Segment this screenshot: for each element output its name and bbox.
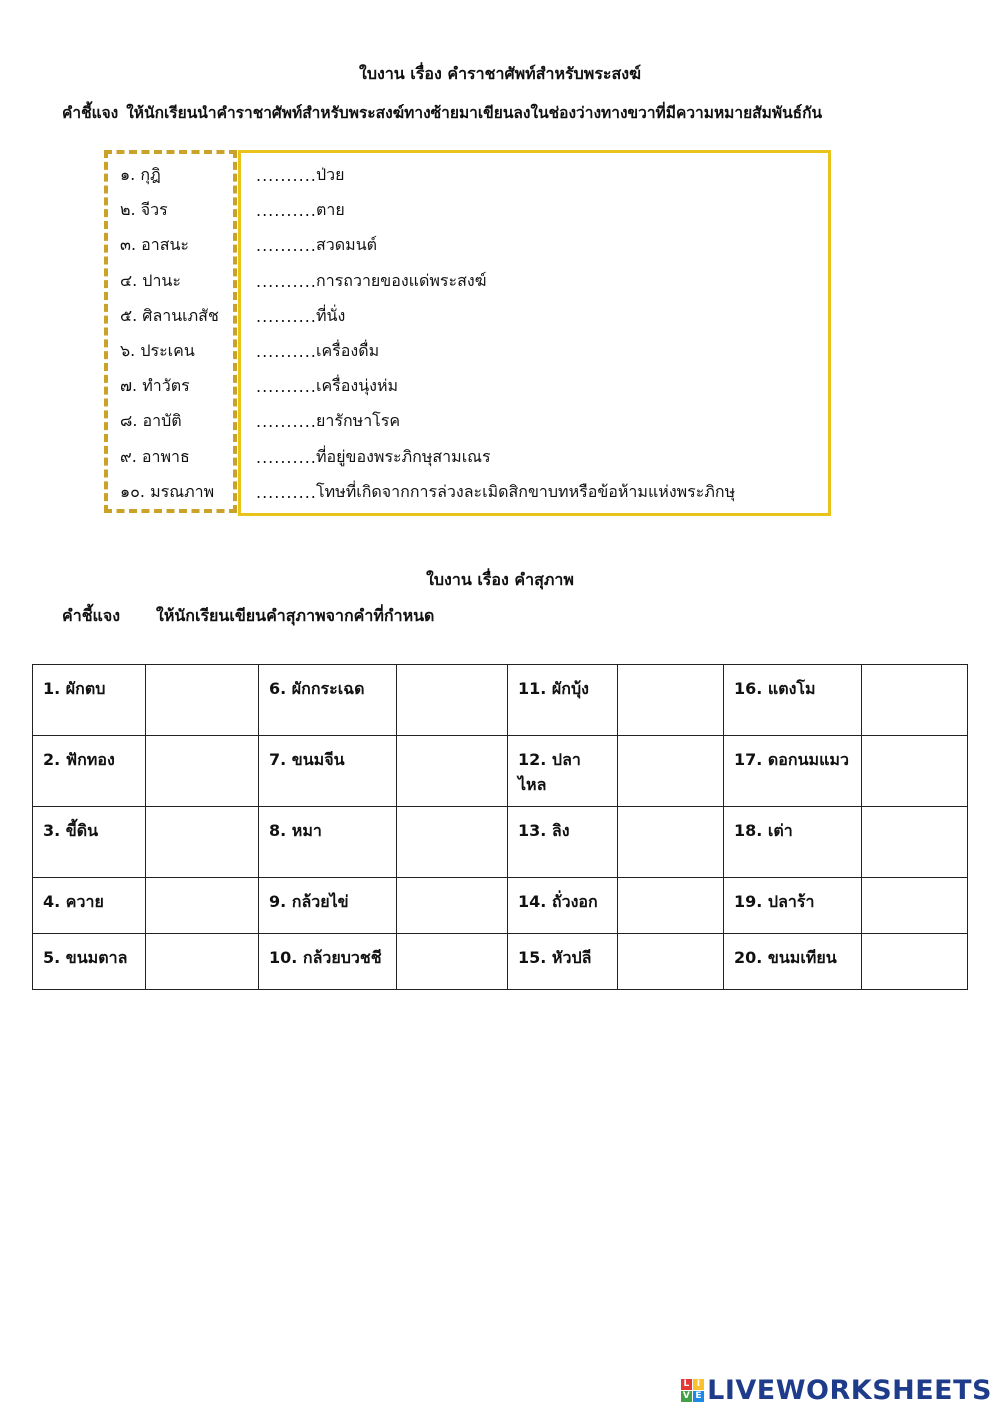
instruction-text-1: ให้นักเรียนนำคำราชาศัพท์สำหรับพระสงฆ์ทางซ้ายมาเขียนลงในช่องว่างทางขวาที่มีความหมายสัมพันธ์กัน xyxy=(126,104,823,122)
answer-cell[interactable] xyxy=(397,934,508,990)
word-cell: 2. ฟักทอง xyxy=(33,736,146,807)
polite-words-table xyxy=(32,664,968,990)
word-cell: 3. ขี้ดิน xyxy=(33,807,146,878)
meaning-item: ตาย xyxy=(316,200,345,220)
word-cell: 8. หมา xyxy=(259,807,397,878)
word-cell: 9. กล้วยไข่ xyxy=(259,878,397,934)
meaning-item: การถวายของแด่พระสงฆ์ xyxy=(316,270,487,290)
answer-cell[interactable] xyxy=(146,736,259,807)
instruction-1 xyxy=(62,100,830,125)
meaning-item: โทษที่เกิดจากการล่วงละเมิดสิกขาบทหรือข้อห้ามแห่งพระภิกษุ xyxy=(316,481,736,501)
answer-cell[interactable] xyxy=(397,736,508,807)
answer-cell[interactable] xyxy=(618,736,724,807)
word-cell: 14. ถั่วงอก xyxy=(508,878,618,934)
meaning-item: ยารักษาโรค xyxy=(316,411,401,431)
answer-cell[interactable] xyxy=(618,665,724,736)
word-cell: 18. เต่า xyxy=(724,807,862,878)
word-cell: 13. ลิง xyxy=(508,807,618,878)
word-item: ๒. จีวร xyxy=(120,200,168,220)
logo-grid-icon xyxy=(681,1379,704,1402)
meaning-item: ป่วย xyxy=(316,165,345,184)
answer-cell[interactable] xyxy=(618,934,724,990)
answer-cell[interactable] xyxy=(862,934,968,990)
answer-cell[interactable] xyxy=(862,878,968,934)
liveworksheets-logo xyxy=(681,1375,992,1406)
word-item: ๑. กุฎิ xyxy=(120,165,161,184)
word-item: ๖. ประเคน xyxy=(120,341,195,360)
answer-cell[interactable] xyxy=(862,736,968,807)
word-item: ๘. อาบัติ xyxy=(120,411,182,431)
meaning-item: เครื่องนุ่งห่ม xyxy=(316,376,399,396)
word-item: ๔. ปานะ xyxy=(120,270,181,290)
instruction-2 xyxy=(62,604,434,629)
logo-letter: E xyxy=(693,1391,704,1402)
logo-letter: V xyxy=(682,1391,691,1401)
word-cell: 12. ปลาไหล xyxy=(508,736,618,807)
word-cell: 16. แตงโม xyxy=(724,665,862,736)
answer-blank[interactable]: .......... xyxy=(256,342,317,361)
word-cell: 15. หัวปลี xyxy=(508,934,618,990)
answer-cell[interactable] xyxy=(397,807,508,878)
table-row xyxy=(33,665,968,736)
logo-letter: L xyxy=(681,1379,692,1390)
table-row xyxy=(33,878,968,934)
word-cell: 20. ขนมเทียน xyxy=(724,934,862,990)
answer-cell[interactable] xyxy=(146,665,259,736)
answer-blank[interactable]: .......... xyxy=(256,201,317,221)
word-cell: 4. ควาย xyxy=(33,878,146,934)
table-row xyxy=(33,807,968,878)
instruction-text-2: ให้นักเรียนเขียนคำสุภาพจากคำที่กำหนด xyxy=(156,606,435,625)
word-cell: 17. ดอกนมแมว xyxy=(724,736,862,807)
answer-blank[interactable]: .......... xyxy=(256,271,317,291)
word-cell: 5. ขนมตาล xyxy=(33,934,146,990)
worksheet-title-1: ใบงาน เรื่อง คำราชาศัพท์สำหรับพระสงฆ์ xyxy=(359,64,641,83)
answer-blank[interactable]: .......... xyxy=(256,377,317,397)
word-item: ๓. อาสนะ xyxy=(120,235,189,255)
word-cell: 6. ผักกระเฉด xyxy=(259,665,397,736)
answer-blank[interactable]: .......... xyxy=(256,482,317,502)
word-cell: 10. กล้วยบวชชี xyxy=(259,934,397,990)
answer-blank[interactable]: .......... xyxy=(256,306,317,326)
answer-blank[interactable]: .......... xyxy=(256,236,317,256)
worksheet-title-2: ใบงาน เรื่อง คำสุภาพ xyxy=(426,570,574,589)
meaning-item: สวดมนต์ xyxy=(316,235,378,255)
answer-cell[interactable] xyxy=(146,934,259,990)
table-row xyxy=(33,934,968,990)
answer-cell[interactable] xyxy=(146,807,259,878)
answer-cell[interactable] xyxy=(146,878,259,934)
word-item: ๕. ศิลานเภสัช xyxy=(120,305,219,325)
answer-cell[interactable] xyxy=(862,807,968,878)
answer-blank[interactable]: .......... xyxy=(256,412,317,432)
word-item: ๗. ทำวัตร xyxy=(120,376,190,396)
answer-cell[interactable] xyxy=(618,878,724,934)
meaning-item: ที่อยู่ของพระภิกษุสามเณร xyxy=(316,446,491,466)
logo-text: LIVEWORKSHEETS xyxy=(707,1375,992,1406)
answer-cell[interactable] xyxy=(397,878,508,934)
table-row xyxy=(33,736,968,807)
answer-cell[interactable] xyxy=(862,665,968,736)
answer-blank[interactable]: .......... xyxy=(256,166,317,185)
answer-cell[interactable] xyxy=(618,807,724,878)
logo-letter: I xyxy=(693,1379,704,1390)
word-cell: 1. ผักตบ xyxy=(33,665,146,736)
word-cell: 11. ผักบุ้ง xyxy=(508,665,618,736)
word-item: ๙. อาพาธ xyxy=(120,446,190,466)
instruction-label-2: คำชี้แจง xyxy=(62,606,121,625)
answer-blank[interactable]: .......... xyxy=(256,447,317,467)
meaning-item: ที่นั่ง xyxy=(316,305,346,325)
word-cell: 19. ปลาร้า xyxy=(724,878,862,934)
instruction-label-1: คำชี้แจง xyxy=(62,104,119,122)
meaning-item: เครื่องดื่ม xyxy=(316,341,380,360)
word-cell: 7. ขนมจีน xyxy=(259,736,397,807)
word-item: ๑๐. มรณภาพ xyxy=(120,481,215,501)
answer-cell[interactable] xyxy=(397,665,508,736)
